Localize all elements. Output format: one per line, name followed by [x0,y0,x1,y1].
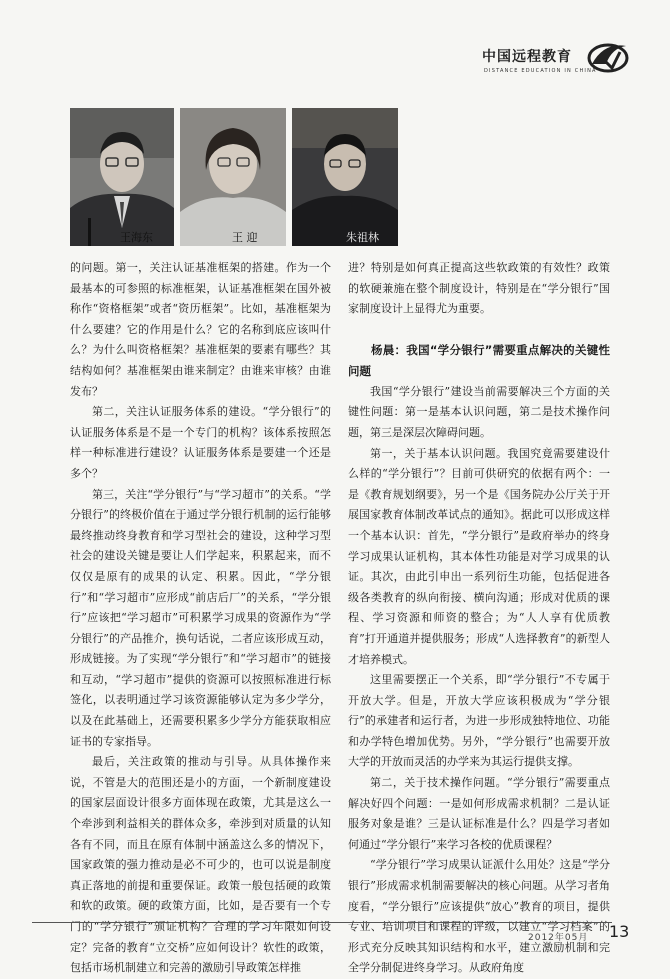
masthead [474,28,634,88]
right-column [348,258,610,979]
portrait-photo-3 [292,108,398,246]
issue-date: 2012年05月 [528,933,589,943]
paragraph: “学分银行”学习成果认证派什么用处？这是“学分银行”形成需求机制需要解决的核心问题。从学习者角度看，“学分银行”应该提供“放心”教育的项目，提供专业、培训项目和课程的评级，以建立“学习档案”的形式充分反映其知识结构和水平，建立激励机制和完全学分制促进终身学习。从政府角度 [348,858,610,975]
footer-rule [32,922,612,923]
paragraph: 第三，关注“学分银行”与“学习超市”的关系。“学分银行”的终极价值在于通过学分银行机制的运行能够最终推动终身教育和学习型社会的建设，这种学习型社会的建设关键是要让人们学起来，积累起来，而不仅仅是原有的成果的认定、积累。因此，“学分银行”和“学习超市”应形成“前店后厂”的关系，“学分银行”应该把“学习超市”可积累学习成果的资源作为“学分银行”的产品推介，换句话说，二者应该形成互动，形成链接。为了实现“学分银行”和“学习超市”的链接和互动，“学习超市”提供的资源可以按照标准进行标签化，以表明通过学习该资源能够认定为多少学分，以及在此基础上，还需要积累多少学分方能获取相应证书的专家指导。 [70,487,331,748]
paragraph: 这里需要摆正一个关系，即“学分银行”不专属于开放大学。但是，开放大学应该积极成为“学分银行”的承建者和运行者，为进一步形成独特地位、功能和办学特色增加优势。另外，“学分银行”也需要开放大学的开放而灵活的办学来为其运行提供支撑。 [348,673,610,769]
paragraph: 第一，关于基本认识问题。我国究竟需要建设什么样的“学分银行”？目前可供研究的依据有两个：一是《教育规划纲要》，另一个是《国务院办公厅关于开展国家教育体制改革试点的通知》。据此可以形成这样一个基本认识：首先，“学分银行”是政府举办的终身学习成果认证机构，其本体性功能是对学习成果的认证。其次，由此引申出一系列衍生功能，包括促进各级各类教育的纵向衔接、横向沟通；形成对优质的课程、学习资源和师资的整合；为“人人享有优质教育”打开通道并提供服务；形成“人选择教育”的新型人才培养模式。 [348,446,610,666]
paragraph: 最后，关注政策的推动与引导。从具体操作来说，不管是大的范围还是小的方面，一个新制度建设的国家层面设计很多方面体现在政策，尤其是这么一个牵涉到利益相关的群体众多，牵涉到对质量的认知各有不同，而且在原有体制中涵盖这么多的情况下，国家政策的强力推动是必不可少的，也可以说是制度真正落地的前提和重要保证。政策一般包括硬的政策和软的政策。硬的政策方面，比如，是否要有一个专门的“学分银行”颁证机构？合理的学习年限如何设定？完备的教育“立交桥”应如何设计？软性的政策，包括市场机制建立和完善的激励引导政策怎样推 [70,755,331,975]
journal-subtitle: DISTANCE EDUCATION IN CHINA [484,68,597,74]
page-number: 13 [609,922,630,941]
left-column [70,258,331,979]
photo-caption-1: 王海东 [120,231,153,244]
paragraph: 第二，关注认证服务体系的建设。“学分银行”的认证服务体系是不是一个专门的机构？该体系按照怎样一种标准进行建设？认证服务体系是要建一个还是多个？ [70,405,331,480]
photo-caption-3: 朱祖林 [346,231,379,244]
paragraph: 的问题。第一，关注认证基准框架的搭建。作为一个最基本的可参照的标准框架，认证基准框架在国外被称作“资格框架”或者“资历框架”。比如，基准框架为什么要建？它的作用是什么？它的名称到底应该叫什么？为什么叫资格框架？基准框架的要素有哪些？其结构如何？基准框架由谁来制定？由谁来审核？由谁发布？ [70,261,331,398]
paragraph: 我国“学分银行”建设当前需要解决三个方面的关键性问题：第一是基本认识问题，第二是技术操作问题，第三是深层次障碍问题。 [348,384,610,439]
portrait-photo-1 [70,108,174,246]
journal-title: 中国远程教育 [482,49,572,65]
photo-caption-2: 王 迎 [232,231,258,244]
journal-logo-icon [586,34,630,78]
portrait-photo-2 [180,108,286,246]
section-heading: 杨晨：我国“学分银行”需要重点解决的关键性问题 [348,342,610,378]
paragraph: 第二，关于技术操作问题。“学分银行”需要重点解决好四个问题：一是如何形成需求机制？二是认证服务对象是谁？三是认证标准是什么？四是学习者如何通过“学分银行”来学习各校的优质课程？ [348,776,610,851]
paragraph: 进？特别是如何真正提高这些软政策的有效性？政策的软硬兼施在整个制度设计，特别是在“学分银行”国家制度设计上显得尤为重要。 [348,261,610,316]
